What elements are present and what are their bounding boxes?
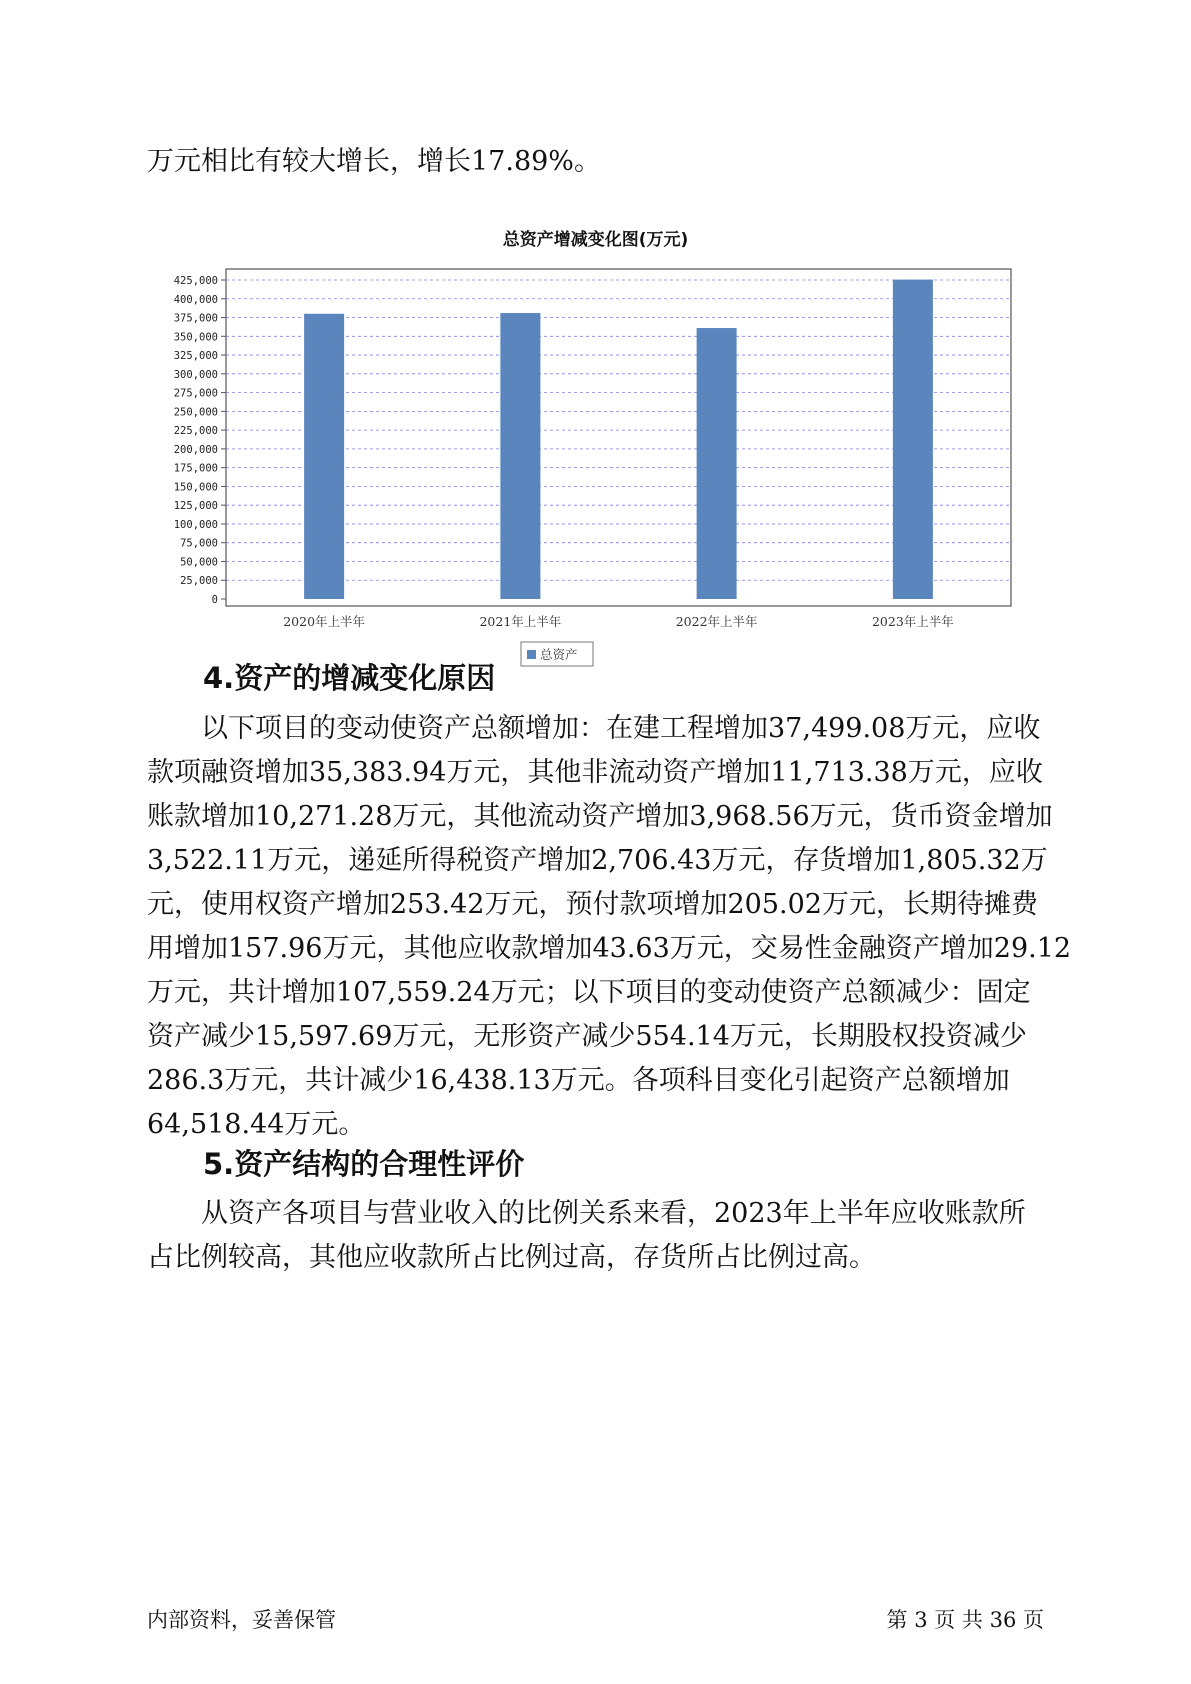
x-tick-label: 2023年上半年 (871, 614, 954, 629)
y-tick-label: 225,000 (173, 425, 218, 438)
y-tick-label: 25,000 (180, 575, 218, 588)
y-tick-label: 50,000 (180, 556, 218, 569)
y-tick-label: 400,000 (173, 293, 218, 306)
section4-line: 资产减少15,597.69万元，无形资产减少554.14万元，长期股权投资减少 (147, 1021, 1027, 1052)
y-tick-label: 425,000 (173, 275, 218, 287)
intro-paragraph (147, 140, 1057, 184)
section5-paragraph (147, 1192, 1057, 1280)
y-tick-label: 0 (211, 594, 218, 606)
y-tick-label: 100,000 (173, 518, 218, 531)
y-tick-label: 125,000 (173, 500, 218, 513)
section4-line: 3,522.11万元，递延所得税资产增加2,706.43万元，存货增加1,805.32万 (147, 845, 1048, 876)
y-tick-label: 325,000 (173, 350, 218, 363)
x-tick-label: 2022年上半年 (675, 614, 758, 629)
section4-line: 286.3万元，共计减少16,438.13万元。各项科目变化引起资产总额增加 (147, 1065, 1010, 1096)
y-tick-label: 375,000 (173, 312, 218, 325)
asset-bar-chart (150, 255, 1040, 662)
y-tick-label: 150,000 (173, 481, 218, 494)
y-tick-label: 350,000 (173, 331, 218, 344)
bar (500, 313, 540, 599)
intro-line: 万元相比有较大增长，增长17.89%。 (147, 146, 601, 177)
y-tick-label: 75,000 (180, 537, 218, 550)
section4-line: 用增加157.96万元，其他应收款增加43.63万元，交易性金融资产增加29.12 (147, 933, 1072, 964)
section4-paragraph (147, 707, 1072, 1147)
legend-label: 总资产 (540, 647, 578, 662)
y-tick-label: 250,000 (173, 406, 218, 419)
chart-title: 总资产增减变化图(万元) (502, 230, 689, 250)
legend-swatch (527, 650, 536, 659)
section4-line: 款项融资增加35,383.94万元，其他非流动资产增加11,713.38万元，应收 (147, 757, 1043, 788)
section4-line: 以下项目的变动使资产总额增加：在建工程增加37,499.08万元，应收 (201, 713, 1041, 744)
section5-line: 从资产各项目与营业收入的比例关系来看，2023年上半年应收账款所 (201, 1198, 1026, 1229)
section4-line: 64,518.44万元。 (147, 1109, 366, 1140)
x-tick-label: 2021年上半年 (479, 614, 562, 629)
x-tick-label: 2020年上半年 (283, 614, 366, 629)
section5-heading: 5.资产结构的合理性评价 (203, 1147, 525, 1181)
section4-line: 账款增加10,271.28万元，其他流动资产增加3,968.56万元，货币资金增加 (147, 801, 1053, 832)
section5-line: 占比例较高，其他应收款所占比例过高，存货所占比例过高。 (147, 1242, 876, 1273)
y-tick-label: 175,000 (173, 462, 218, 475)
y-tick-label: 300,000 (173, 368, 218, 381)
section4-line: 元，使用权资产增加253.42万元，预付款项增加205.02万元，长期待摊费 (147, 889, 1038, 920)
section4-line: 万元，共计增加107,559.24万元；以下项目的变动使资产总额减少：固定 (147, 977, 1031, 1008)
section4-heading: 4.资产的增减变化原因 (203, 661, 496, 695)
bar (304, 314, 344, 599)
y-tick-label: 275,000 (173, 387, 218, 400)
footer-left: 内部资料，妥善保管 (147, 1608, 336, 1632)
y-tick-label: 200,000 (173, 443, 218, 456)
bar (893, 280, 933, 599)
footer-page-number: 第 3 页 共 36 页 (886, 1608, 1044, 1632)
bar (697, 328, 737, 599)
